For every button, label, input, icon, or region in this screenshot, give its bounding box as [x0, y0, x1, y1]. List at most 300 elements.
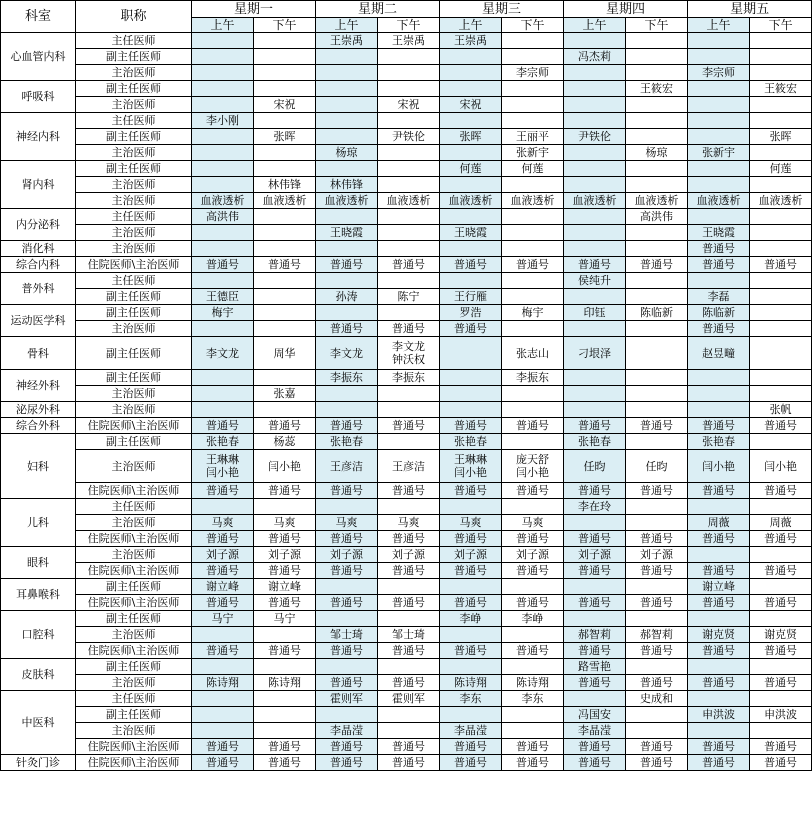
- doctor-title: 副主任医师: [76, 81, 192, 97]
- department-name: 眼科: [1, 547, 76, 579]
- schedule-cell: 普通号: [688, 483, 750, 499]
- doctor-title: 主治医师: [76, 225, 192, 241]
- schedule-cell: 普通号: [378, 257, 440, 273]
- schedule-cell: [750, 547, 812, 563]
- schedule-row: [1, 49, 812, 65]
- schedule-cell: 何莲: [750, 161, 812, 177]
- am-header: 上午: [440, 18, 502, 33]
- schedule-cell: [626, 611, 688, 627]
- schedule-cell: 谢克贤: [750, 627, 812, 643]
- schedule-cell: [750, 611, 812, 627]
- doctor-title: 副主任医师: [76, 611, 192, 627]
- schedule-cell: 谢立峰: [254, 579, 316, 595]
- schedule-cell: [626, 370, 688, 386]
- schedule-row: [1, 161, 812, 177]
- schedule-cell: 王行雁: [440, 289, 502, 305]
- schedule-cell: [626, 177, 688, 193]
- schedule-cell: [440, 402, 502, 418]
- schedule-cell: [254, 161, 316, 177]
- schedule-cell: 普通号: [688, 643, 750, 659]
- schedule-cell: [564, 579, 626, 595]
- schedule-cell: 普通号: [440, 739, 502, 755]
- schedule-cell: [502, 177, 564, 193]
- schedule-cell: [626, 499, 688, 515]
- doctor-title: 副主任医师: [76, 305, 192, 321]
- schedule-cell: [502, 434, 564, 450]
- doctor-title: 副主任医师: [76, 49, 192, 65]
- schedule-cell: [192, 273, 254, 289]
- schedule-cell: 刘子源: [626, 547, 688, 563]
- schedule-cell: 普通号: [564, 257, 626, 273]
- schedule-cell: [192, 659, 254, 675]
- schedule-cell: [688, 81, 750, 97]
- pm-header: 下午: [254, 18, 316, 33]
- department-name: 肾内科: [1, 161, 76, 209]
- schedule-cell: 申洪波: [688, 707, 750, 723]
- schedule-cell: [316, 659, 378, 675]
- schedule-cell: 普通号: [254, 257, 316, 273]
- department-name: 皮肤科: [1, 659, 76, 691]
- schedule-cell: 普通号: [688, 418, 750, 434]
- schedule-cell: 普通号: [254, 643, 316, 659]
- schedule-cell: 普通号: [626, 675, 688, 691]
- doctor-title: 主治医师: [76, 627, 192, 643]
- schedule-cell: [564, 289, 626, 305]
- schedule-cell: 李在玲: [564, 499, 626, 515]
- doctor-title: 住院医师\主治医师: [76, 595, 192, 611]
- schedule-cell: 血液透析: [564, 193, 626, 209]
- schedule-cell: 普通号: [254, 595, 316, 611]
- schedule-cell: [626, 225, 688, 241]
- schedule-cell: [626, 241, 688, 257]
- schedule-cell: 普通号: [192, 643, 254, 659]
- schedule-cell: [688, 97, 750, 113]
- schedule-row: [1, 434, 812, 450]
- schedule-cell: 陈诗翔: [440, 675, 502, 691]
- schedule-cell: 何莲: [502, 161, 564, 177]
- department-name: 内分泌科: [1, 209, 76, 241]
- schedule-cell: [192, 177, 254, 193]
- schedule-cell: [626, 273, 688, 289]
- schedule-cell: [254, 723, 316, 739]
- schedule-cell: [254, 321, 316, 337]
- schedule-cell: 王丽平: [502, 129, 564, 145]
- schedule-cell: [378, 707, 440, 723]
- schedule-cell: 李峥: [502, 611, 564, 627]
- schedule-cell: [440, 273, 502, 289]
- schedule-cell: 普通号: [316, 595, 378, 611]
- schedule-cell: 普通号: [626, 418, 688, 434]
- schedule-cell: 李宗师: [502, 65, 564, 81]
- schedule-cell: [626, 723, 688, 739]
- schedule-cell: 陈宁: [378, 289, 440, 305]
- department-name: 普外科: [1, 273, 76, 305]
- schedule-cell: 普通号: [564, 595, 626, 611]
- schedule-cell: 普通号: [378, 643, 440, 659]
- schedule-cell: 普通号: [688, 257, 750, 273]
- schedule-cell: [626, 337, 688, 370]
- schedule-cell: 刁垠泽: [564, 337, 626, 370]
- schedule-cell: 王晓霞: [440, 225, 502, 241]
- schedule-cell: 林伟锋: [254, 177, 316, 193]
- doctor-title: 住院医师\主治医师: [76, 563, 192, 579]
- doctor-title: 主治医师: [76, 547, 192, 563]
- schedule-cell: [626, 707, 688, 723]
- doctor-title: 主治医师: [76, 723, 192, 739]
- schedule-cell: 周薇: [688, 515, 750, 531]
- schedule-cell: [626, 49, 688, 65]
- schedule-cell: 普通号: [688, 321, 750, 337]
- schedule-cell: 李峥: [440, 611, 502, 627]
- schedule-cell: [750, 273, 812, 289]
- schedule-cell: 普通号: [316, 675, 378, 691]
- schedule-cell: [378, 241, 440, 257]
- schedule-row: [1, 723, 812, 739]
- schedule-cell: [378, 273, 440, 289]
- department-name: 心血管内科: [1, 33, 76, 81]
- schedule-cell: [688, 386, 750, 402]
- schedule-cell: 冯国安: [564, 707, 626, 723]
- schedule-cell: [564, 97, 626, 113]
- schedule-cell: 普通号: [626, 755, 688, 771]
- schedule-cell: 普通号: [378, 595, 440, 611]
- schedule-row: [1, 659, 812, 675]
- schedule-cell: [626, 289, 688, 305]
- doctor-title: 副主任医师: [76, 434, 192, 450]
- schedule-cell: 普通号: [564, 531, 626, 547]
- day-header-monday: 星期一: [192, 1, 316, 18]
- schedule-cell: 普通号: [688, 595, 750, 611]
- schedule-cell: [750, 370, 812, 386]
- schedule-cell: 赵昱疃: [688, 337, 750, 370]
- schedule-cell: [626, 402, 688, 418]
- schedule-cell: 李晶滢: [440, 723, 502, 739]
- schedule-cell: 普通号: [750, 595, 812, 611]
- schedule-cell: [688, 499, 750, 515]
- schedule-cell: [254, 65, 316, 81]
- schedule-cell: 普通号: [254, 531, 316, 547]
- day-header-wednesday: 星期三: [440, 1, 564, 18]
- schedule-row: [1, 273, 812, 289]
- schedule-cell: 血液透析: [750, 193, 812, 209]
- schedule-cell: 李磊: [688, 289, 750, 305]
- schedule-cell: [688, 611, 750, 627]
- schedule-cell: 普通号: [626, 531, 688, 547]
- schedule-cell: 李晶滢: [564, 723, 626, 739]
- schedule-cell: [192, 65, 254, 81]
- doctor-title: 副主任医师: [76, 289, 192, 305]
- schedule-cell: 普通号: [378, 739, 440, 755]
- schedule-cell: 李东: [502, 691, 564, 707]
- schedule-cell: 马爽: [254, 515, 316, 531]
- department-name: 中医科: [1, 691, 76, 755]
- schedule-cell: 马爽: [378, 515, 440, 531]
- schedule-row: [1, 499, 812, 515]
- schedule-cell: 普通号: [440, 531, 502, 547]
- schedule-cell: 陈诗翔: [254, 675, 316, 691]
- schedule-cell: 霍则军: [378, 691, 440, 707]
- schedule-cell: [750, 434, 812, 450]
- schedule-body: [1, 33, 812, 771]
- schedule-cell: 普通号: [750, 563, 812, 579]
- schedule-cell: [688, 161, 750, 177]
- schedule-cell: 血液透析: [254, 193, 316, 209]
- schedule-cell: 普通号: [440, 321, 502, 337]
- schedule-cell: 普通号: [378, 563, 440, 579]
- schedule-cell: 普通号: [502, 563, 564, 579]
- schedule-cell: [502, 81, 564, 97]
- schedule-cell: [316, 65, 378, 81]
- schedule-cell: 普通号: [254, 563, 316, 579]
- schedule-row: [1, 483, 812, 499]
- schedule-cell: [502, 113, 564, 129]
- schedule-cell: [192, 97, 254, 113]
- schedule-cell: [192, 81, 254, 97]
- schedule-row: [1, 81, 812, 97]
- schedule-cell: 杨琼: [626, 145, 688, 161]
- schedule-cell: 普通号: [626, 643, 688, 659]
- schedule-cell: [688, 177, 750, 193]
- schedule-cell: [688, 49, 750, 65]
- day-header-tuesday: 星期二: [316, 1, 440, 18]
- schedule-cell: [254, 49, 316, 65]
- schedule-cell: 普通号: [502, 257, 564, 273]
- schedule-cell: 孙涛: [316, 289, 378, 305]
- schedule-row: [1, 97, 812, 113]
- schedule-cell: 尹铁伦: [378, 129, 440, 145]
- schedule-cell: 印钰: [564, 305, 626, 321]
- schedule-cell: 刘子源: [254, 547, 316, 563]
- schedule-cell: 李文龙 钟沃权: [378, 337, 440, 370]
- schedule-cell: 王琳琳 闫小艳: [440, 450, 502, 483]
- schedule-cell: [502, 707, 564, 723]
- department-name: 口腔科: [1, 611, 76, 659]
- schedule-cell: 普通号: [502, 531, 564, 547]
- schedule-cell: [254, 627, 316, 643]
- schedule-cell: [378, 723, 440, 739]
- schedule-cell: [254, 33, 316, 49]
- schedule-cell: 普通号: [564, 563, 626, 579]
- schedule-row: [1, 563, 812, 579]
- schedule-row: [1, 595, 812, 611]
- schedule-row: [1, 257, 812, 273]
- schedule-cell: 王筱宏: [750, 81, 812, 97]
- schedule-cell: 王德臣: [192, 289, 254, 305]
- schedule-cell: [626, 97, 688, 113]
- schedule-cell: [254, 402, 316, 418]
- schedule-cell: 罗浩: [440, 305, 502, 321]
- schedule-cell: [192, 370, 254, 386]
- schedule-cell: 普通号: [192, 257, 254, 273]
- schedule-cell: 何莲: [440, 161, 502, 177]
- schedule-cell: [316, 161, 378, 177]
- schedule-cell: [750, 49, 812, 65]
- schedule-cell: [440, 65, 502, 81]
- schedule-cell: 刘子源: [378, 547, 440, 563]
- schedule-cell: [192, 691, 254, 707]
- schedule-cell: 普通号: [688, 531, 750, 547]
- schedule-cell: [316, 49, 378, 65]
- schedule-row: [1, 402, 812, 418]
- am-header: 上午: [564, 18, 626, 33]
- schedule-cell: [750, 97, 812, 113]
- schedule-cell: [502, 321, 564, 337]
- schedule-cell: 周薇: [750, 515, 812, 531]
- schedule-cell: 普通号: [750, 418, 812, 434]
- schedule-cell: 普通号: [192, 595, 254, 611]
- schedule-cell: [502, 33, 564, 49]
- schedule-cell: 高洪伟: [626, 209, 688, 225]
- schedule-cell: [564, 321, 626, 337]
- schedule-cell: [192, 723, 254, 739]
- schedule-cell: [192, 627, 254, 643]
- schedule-row: [1, 321, 812, 337]
- schedule-cell: [192, 707, 254, 723]
- schedule-cell: [378, 177, 440, 193]
- schedule-cell: [564, 145, 626, 161]
- schedule-cell: [626, 386, 688, 402]
- dept-header: 科室: [1, 1, 76, 33]
- doctor-title: 住院医师\主治医师: [76, 483, 192, 499]
- schedule-cell: 普通号: [626, 739, 688, 755]
- schedule-cell: 普通号: [440, 595, 502, 611]
- schedule-cell: [502, 659, 564, 675]
- schedule-cell: 普通号: [750, 643, 812, 659]
- schedule-cell: 冯杰莉: [564, 49, 626, 65]
- schedule-cell: 普通号: [378, 483, 440, 499]
- schedule-cell: [688, 273, 750, 289]
- schedule-cell: [564, 370, 626, 386]
- schedule-cell: 普通号: [192, 483, 254, 499]
- schedule-cell: [750, 659, 812, 675]
- schedule-cell: [626, 434, 688, 450]
- schedule-cell: [440, 337, 502, 370]
- schedule-cell: 普通号: [440, 257, 502, 273]
- doctor-title: 主任医师: [76, 113, 192, 129]
- schedule-cell: [192, 33, 254, 49]
- schedule-cell: 普通号: [750, 257, 812, 273]
- doctor-title: 副主任医师: [76, 129, 192, 145]
- schedule-cell: [254, 691, 316, 707]
- schedule-cell: 宋祝: [440, 97, 502, 113]
- schedule-cell: [254, 273, 316, 289]
- department-name: 神经外科: [1, 370, 76, 402]
- schedule-cell: [502, 49, 564, 65]
- schedule-cell: 普通号: [502, 595, 564, 611]
- schedule-cell: [440, 49, 502, 65]
- schedule-cell: 刘子源: [502, 547, 564, 563]
- schedule-cell: [440, 659, 502, 675]
- schedule-cell: 任昀: [564, 450, 626, 483]
- schedule-cell: 普通号: [564, 675, 626, 691]
- schedule-row: [1, 579, 812, 595]
- schedule-cell: [316, 81, 378, 97]
- schedule-row: [1, 611, 812, 627]
- schedule-cell: [378, 209, 440, 225]
- doctor-title: 住院医师\主治医师: [76, 739, 192, 755]
- schedule-row: [1, 225, 812, 241]
- schedule-cell: [626, 33, 688, 49]
- schedule-cell: 普通号: [750, 675, 812, 691]
- schedule-cell: 张帆: [750, 402, 812, 418]
- schedule-row: [1, 627, 812, 643]
- doctor-title: 主任医师: [76, 33, 192, 49]
- schedule-cell: [626, 65, 688, 81]
- schedule-row: [1, 386, 812, 402]
- schedule-cell: 普通号: [626, 257, 688, 273]
- schedule-cell: [502, 723, 564, 739]
- schedule-cell: 普通号: [192, 739, 254, 755]
- schedule-cell: 普通号: [440, 483, 502, 499]
- schedule-cell: [378, 49, 440, 65]
- schedule-cell: 普通号: [378, 531, 440, 547]
- schedule-cell: 陈临新: [688, 305, 750, 321]
- schedule-row: [1, 691, 812, 707]
- schedule-cell: [564, 209, 626, 225]
- schedule-cell: [254, 659, 316, 675]
- schedule-cell: [688, 659, 750, 675]
- schedule-cell: [440, 370, 502, 386]
- schedule-cell: [688, 129, 750, 145]
- schedule-cell: [192, 499, 254, 515]
- schedule-cell: 普通号: [626, 483, 688, 499]
- schedule-cell: [626, 161, 688, 177]
- schedule-cell: 张艳春: [192, 434, 254, 450]
- schedule-row: [1, 129, 812, 145]
- schedule-cell: 申洪波: [750, 707, 812, 723]
- schedule-cell: [502, 225, 564, 241]
- doctor-title: 主治医师: [76, 402, 192, 418]
- schedule-cell: [502, 579, 564, 595]
- schedule-cell: [192, 321, 254, 337]
- doctor-title: 主治医师: [76, 145, 192, 161]
- schedule-cell: [316, 305, 378, 321]
- department-name: 泌尿外科: [1, 402, 76, 418]
- schedule-cell: [502, 209, 564, 225]
- schedule-cell: [688, 547, 750, 563]
- schedule-row: [1, 547, 812, 563]
- schedule-cell: [564, 65, 626, 81]
- schedule-row: [1, 193, 812, 209]
- schedule-cell: 普通号: [378, 755, 440, 771]
- schedule-cell: [564, 33, 626, 49]
- pm-header: 下午: [502, 18, 564, 33]
- schedule-cell: 霍则军: [316, 691, 378, 707]
- schedule-cell: 普通号: [688, 739, 750, 755]
- schedule-cell: [254, 113, 316, 129]
- schedule-cell: 李晶滢: [316, 723, 378, 739]
- schedule-cell: 梅宇: [502, 305, 564, 321]
- schedule-cell: [378, 65, 440, 81]
- title-header: 职称: [76, 1, 192, 33]
- schedule-row: [1, 418, 812, 434]
- doctor-title: 主治医师: [76, 177, 192, 193]
- schedule-cell: 普通号: [502, 755, 564, 771]
- schedule-cell: [192, 225, 254, 241]
- schedule-cell: 马爽: [440, 515, 502, 531]
- schedule-cell: [688, 370, 750, 386]
- am-header: 上午: [688, 18, 750, 33]
- schedule-cell: [440, 579, 502, 595]
- doctor-title: 主治医师: [76, 97, 192, 113]
- schedule-cell: 普通号: [626, 563, 688, 579]
- schedule-cell: 李东: [440, 691, 502, 707]
- schedule-cell: [750, 337, 812, 370]
- schedule-cell: 谢克贤: [688, 627, 750, 643]
- schedule-cell: 普通号: [688, 755, 750, 771]
- schedule-cell: [564, 177, 626, 193]
- schedule-cell: 庞天舒 闫小艳: [502, 450, 564, 483]
